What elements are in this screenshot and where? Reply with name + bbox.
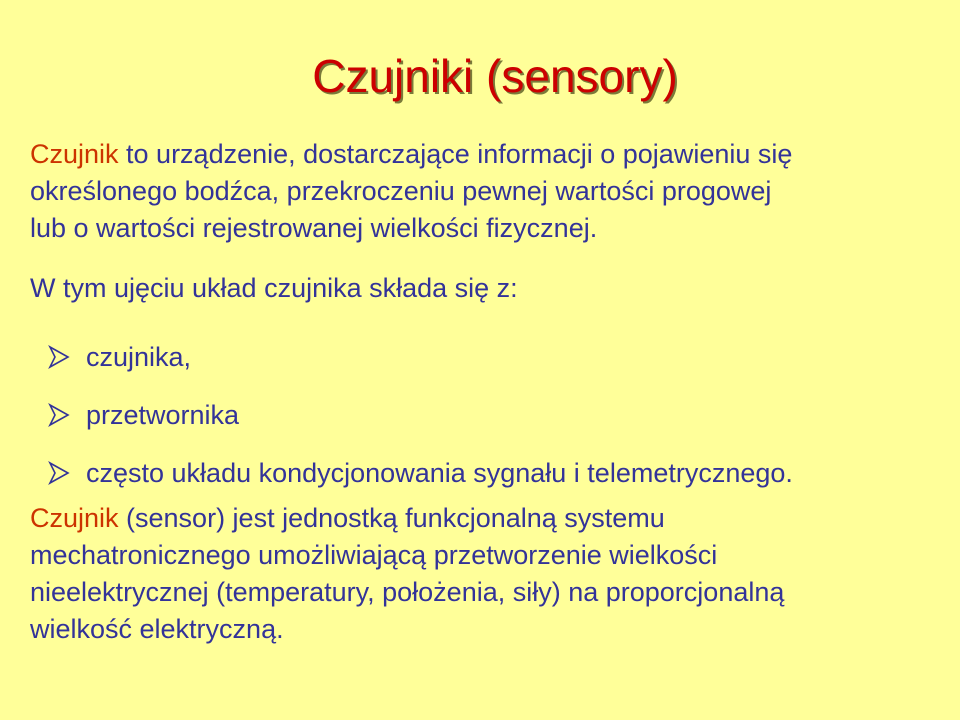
- sensor-term: Czujnik: [30, 503, 119, 533]
- slide-title: [0, 48, 960, 104]
- sensor-paragraph: [30, 500, 950, 648]
- arrowhead-bullet-icon: [46, 400, 86, 430]
- list-item: [46, 328, 793, 386]
- definition-line-2: określonego bodźca, przekroczeniu pewnej wartości progowej: [30, 176, 772, 206]
- definition-line-1: [30, 136, 950, 173]
- sensor-line-3: nieelektrycznej (temperatury, położenia, siły) na proporcjonalną: [30, 577, 785, 607]
- list-item: [46, 386, 793, 444]
- sensor-line-2: mechatronicznego umożliwiającą przetworzenie wielkości: [30, 540, 718, 570]
- definition-term: Czujnik: [30, 139, 119, 169]
- slide-title-text: Czujniki (sensory): [312, 50, 678, 102]
- sensor-line-1: [30, 500, 950, 537]
- component-list: [46, 328, 793, 502]
- list-item-text: czujnika,: [86, 341, 192, 372]
- sensor-line-4: wielkość elektryczną.: [30, 614, 284, 644]
- definition-line-1-rest: to urządzenie, dostarczające informacji o pojawieniu się: [118, 139, 793, 169]
- definition-paragraph: [30, 136, 950, 247]
- list-item: [46, 444, 793, 502]
- sensor-line-1-rest: (sensor) jest jednostką funkcjonalną systemu: [118, 503, 665, 533]
- arrowhead-bullet-icon: [46, 458, 86, 488]
- list-item-text: przetwornika: [86, 399, 240, 430]
- list-item-text: często układu kondycjonowania sygnału i telemetrycznego.: [86, 457, 793, 488]
- definition-line-3: lub o wartości rejestrowanej wielkości fizycznej.: [30, 213, 598, 243]
- arrowhead-bullet-icon: [46, 342, 86, 372]
- composition-intro: W tym ujęciu układ czujnika składa się z:: [30, 273, 518, 303]
